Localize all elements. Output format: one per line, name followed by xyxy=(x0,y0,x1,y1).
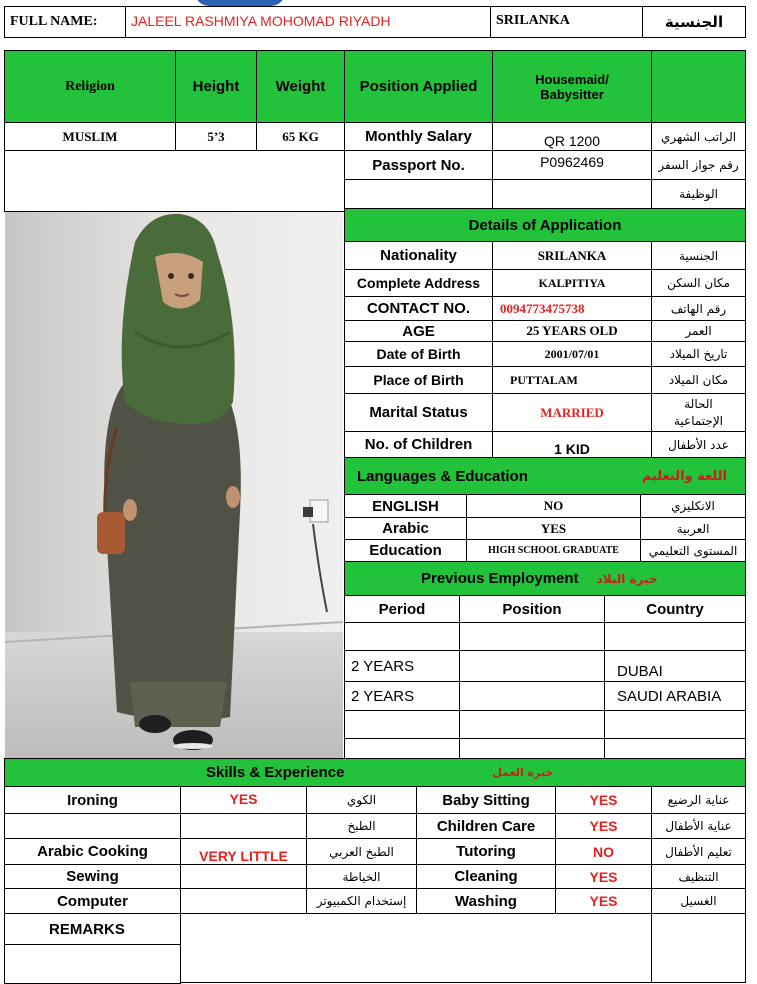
country-header xyxy=(604,595,746,623)
languages-header xyxy=(344,457,746,495)
languages-title: Languages & Education xyxy=(357,467,528,485)
skill-left-ar-0 xyxy=(306,786,417,814)
detail-ar-text-2: رقم الهاتف xyxy=(670,301,727,316)
employment-country-0 xyxy=(604,650,746,682)
passport-value: P0962469 xyxy=(540,154,604,170)
monthly-salary-ar: الراتب الشهري xyxy=(660,129,737,144)
position-applied-value: Housemaid/ Babysitter xyxy=(535,71,609,102)
skill-right-value-text-1: YES xyxy=(589,818,618,834)
language-ar-text-1: العربية xyxy=(676,521,710,536)
detail-value-text-2: 0094773475738 xyxy=(500,300,585,316)
skill-right-label-text-3: Cleaning xyxy=(454,868,518,885)
skill-left-ar-4 xyxy=(306,888,417,914)
employment-empty-period-b xyxy=(344,710,460,739)
header-nationality-ar-cell xyxy=(642,6,746,38)
full-name-cell xyxy=(125,6,491,38)
detail-label-2 xyxy=(344,296,493,321)
detail-value-1 xyxy=(492,269,652,297)
detail-label-text-4: Date of Birth xyxy=(376,346,461,362)
skill-right-label-text-0: Baby Sitting xyxy=(442,791,530,809)
detail-value-text-3: 25 YEARS OLD xyxy=(526,323,618,338)
skill-right-label-0 xyxy=(416,786,556,814)
detail-ar-text-1: مكان السكن xyxy=(667,276,730,290)
skill-left-value-text-2: VERY LITTLE xyxy=(199,848,288,864)
job-label-cell xyxy=(344,179,493,209)
detail-value-3 xyxy=(492,320,652,342)
language-label-text-1: Arabic xyxy=(382,520,429,537)
skill-right-ar-0 xyxy=(651,786,746,814)
detail-label-text-3: AGE xyxy=(402,322,435,340)
passport-label: Passport No. xyxy=(372,156,465,174)
passport-ar: رقم جواز السفر xyxy=(658,158,739,172)
skill-right-value-4 xyxy=(555,888,652,914)
full-name-label-cell xyxy=(4,6,126,38)
language-value-2 xyxy=(466,539,641,562)
period-header xyxy=(344,595,460,623)
position-header xyxy=(459,595,605,623)
skill-left-ar-text-1: الطبخ xyxy=(347,819,376,833)
skill-left-value-1 xyxy=(180,813,307,839)
monthly-salary-value: QR 1200 xyxy=(543,133,601,149)
position-applied-label: Position Applied xyxy=(359,78,478,95)
position-applied-ar-cell xyxy=(651,50,746,123)
remarks-label-cell xyxy=(4,913,181,945)
height-header-label: Height xyxy=(192,78,240,95)
detail-value-2 xyxy=(492,296,652,321)
employment-title: Previous Employment xyxy=(421,570,579,587)
employment-empty-country-c xyxy=(604,738,746,759)
skill-right-label-4 xyxy=(416,888,556,914)
language-ar-0 xyxy=(640,494,746,518)
detail-value-text-1: KALPITIYA xyxy=(538,275,606,290)
skill-right-ar-text-2: تعليم الأطفال xyxy=(665,844,732,859)
detail-ar-text-0: الجنسية xyxy=(678,248,719,263)
monthly-salary-cell xyxy=(492,122,652,151)
detail-label-text-7: No. of Children xyxy=(364,436,473,453)
job-ar: الوظيفة xyxy=(679,187,718,201)
header-nationality-cell xyxy=(490,6,643,38)
skill-left-label-text-0: Ironing xyxy=(67,791,118,809)
employment-empty-position-a xyxy=(459,622,605,651)
monthly-salary-label-cell xyxy=(344,122,493,151)
skill-right-value-3 xyxy=(555,864,652,889)
detail-ar-text-6: الحالة الإجتماعية xyxy=(673,396,724,428)
detail-value-text-0: SRILANKA xyxy=(537,247,607,263)
skill-left-ar-text-0: الكوي xyxy=(346,793,377,807)
skill-right-ar-1 xyxy=(651,813,746,839)
job-value-cell xyxy=(492,179,652,209)
skill-right-value-0 xyxy=(555,786,652,814)
full-name-value: JALEEL RASHMIYA MOHOMAD RIYADH xyxy=(131,13,391,29)
employment-title-ar: خبرة البلاد xyxy=(596,571,658,586)
skill-left-label-text-4: Computer xyxy=(57,892,128,910)
language-label-0 xyxy=(344,494,467,518)
employment-empty-country-b xyxy=(604,710,746,739)
skill-left-value-3 xyxy=(180,864,307,889)
skill-left-ar-text-4: إستخدام الكمبيوتر xyxy=(316,894,407,908)
skill-left-label-0 xyxy=(4,786,181,814)
photo-top-cell xyxy=(4,150,345,212)
skill-right-value-text-3: YES xyxy=(589,868,618,885)
employment-country-1 xyxy=(604,681,746,711)
skill-right-ar-text-0: عناية الرضيع xyxy=(667,793,730,807)
header-nationality: SRILANKA xyxy=(496,13,570,28)
height-value: 5’3 xyxy=(207,128,225,144)
job-ar-cell xyxy=(651,179,746,209)
skill-right-label-text-1: Children Care xyxy=(436,817,536,835)
skill-left-ar-1 xyxy=(306,813,417,839)
skill-left-value-2 xyxy=(180,838,307,865)
skill-left-value-4 xyxy=(180,888,307,914)
skill-right-value-1 xyxy=(555,813,652,839)
skill-right-label-text-2: Tutoring xyxy=(456,843,516,860)
detail-value-4 xyxy=(492,341,652,367)
detail-ar-3 xyxy=(651,320,746,342)
skill-right-label-3 xyxy=(416,864,556,889)
weight-value: 65 KG xyxy=(282,128,319,144)
skill-left-ar-text-3: الخياطة xyxy=(342,869,381,884)
detail-label-5 xyxy=(344,366,493,394)
language-value-text-1: YES xyxy=(540,520,567,536)
language-ar-2 xyxy=(640,539,746,562)
position-header-label: Position xyxy=(502,600,562,618)
remarks-ar-cell xyxy=(651,913,746,983)
skill-left-ar-3 xyxy=(306,864,417,889)
religion-header xyxy=(4,50,176,123)
weight-value-cell xyxy=(256,122,345,151)
detail-label-text-2: CONTACT NO. xyxy=(366,300,471,317)
detail-value-text-7: 1 KID xyxy=(554,441,590,457)
religion-value: MUSLIM xyxy=(62,128,118,144)
skill-left-label-1 xyxy=(4,813,181,839)
skill-right-ar-text-4: الغسيل xyxy=(680,894,717,908)
position-applied-header xyxy=(344,50,493,123)
passport-label-cell xyxy=(344,150,493,180)
skill-right-label-text-4: Washing xyxy=(455,892,517,910)
skill-right-value-text-4: YES xyxy=(589,893,618,909)
employment-empty-position-b xyxy=(459,710,605,739)
passport-ar-cell xyxy=(651,150,746,180)
detail-label-6 xyxy=(344,393,493,432)
skill-left-label-text-3: Sewing xyxy=(66,868,119,885)
employment-position-0 xyxy=(459,650,605,682)
employment-empty-period-c xyxy=(344,738,460,759)
weight-header-label: Weight xyxy=(275,78,326,95)
skill-right-ar-2 xyxy=(651,838,746,865)
language-label-1 xyxy=(344,517,467,540)
skills-title-ar: خبرة العمل xyxy=(492,766,554,779)
detail-label-7 xyxy=(344,431,493,458)
skill-left-label-4 xyxy=(4,888,181,914)
skill-left-ar-2 xyxy=(306,838,417,865)
skill-right-value-text-2: NO xyxy=(593,843,614,860)
skill-right-label-1 xyxy=(416,813,556,839)
weight-header xyxy=(256,50,345,123)
monthly-salary-label: Monthly Salary xyxy=(365,128,472,145)
employment-empty-period-a xyxy=(344,622,460,651)
remarks-value-cell xyxy=(180,913,652,983)
detail-label-3 xyxy=(344,320,493,342)
religion-value-cell xyxy=(4,122,176,151)
details-title: Details of Application xyxy=(468,216,622,234)
language-value-1 xyxy=(466,517,641,540)
language-ar-1 xyxy=(640,517,746,540)
remarks-extra-cell xyxy=(4,944,181,984)
detail-value-7 xyxy=(492,431,652,458)
languages-title-ar: اللغة والتعليم xyxy=(641,468,727,484)
detail-value-text-6: MARRIED xyxy=(540,404,604,420)
detail-label-text-5: Place of Birth xyxy=(373,372,464,388)
detail-ar-text-7: عدد الأطفال xyxy=(668,437,729,452)
detail-ar-1 xyxy=(651,269,746,297)
height-header xyxy=(175,50,257,123)
skill-right-label-2 xyxy=(416,838,556,865)
employment-period-text-1: 2 YEARS xyxy=(351,687,415,705)
language-ar-text-0: الانكليزي xyxy=(671,499,715,513)
detail-value-5 xyxy=(492,366,652,394)
employment-empty-position-c xyxy=(459,738,605,759)
remarks-label: REMARKS xyxy=(49,920,125,938)
detail-ar-0 xyxy=(651,241,746,270)
details-header xyxy=(344,208,746,242)
monthly-salary-ar-cell xyxy=(651,122,746,151)
detail-label-4 xyxy=(344,341,493,367)
skills-title: Skills & Experience xyxy=(206,764,345,781)
detail-ar-6 xyxy=(651,393,746,432)
skill-left-label-2 xyxy=(4,838,181,865)
skill-left-label-text-2: Arabic Cooking xyxy=(37,843,148,860)
detail-ar-text-4: تاريخ الميلاد xyxy=(669,347,728,361)
employment-empty-country-a xyxy=(604,622,746,651)
skill-right-ar-text-1: عناية الأطفال xyxy=(665,819,732,833)
skill-left-ar-text-2: الطبخ العربي xyxy=(329,844,394,859)
header-nationality-ar: الجنسية xyxy=(664,13,724,31)
skill-right-value-2 xyxy=(555,838,652,865)
language-label-text-2: Education xyxy=(369,542,442,559)
skill-right-value-text-0: YES xyxy=(589,792,618,808)
detail-ar-text-3: العمر xyxy=(685,324,712,338)
candidate-photo xyxy=(5,212,343,758)
language-ar-text-2: المستوى التعليمي xyxy=(648,543,738,558)
period-header-label: Period xyxy=(378,600,426,618)
employment-period-text-0: 2 YEARS xyxy=(351,657,415,675)
skill-right-ar-4 xyxy=(651,888,746,914)
detail-ar-4 xyxy=(651,341,746,367)
passport-cell xyxy=(492,150,652,180)
employment-country-text-1: SAUDI ARABIA xyxy=(617,687,722,705)
skill-left-label-3 xyxy=(4,864,181,889)
country-header-label: Country xyxy=(646,600,704,618)
detail-label-1 xyxy=(344,269,493,297)
skills-header xyxy=(4,758,746,787)
detail-value-text-5: PUTTALAM xyxy=(510,372,578,387)
skill-left-value-0 xyxy=(180,786,307,814)
language-value-0 xyxy=(466,494,641,518)
position-applied-value-cell xyxy=(492,50,652,123)
detail-label-text-0: Nationality xyxy=(380,247,457,264)
employment-country-text-0: DUBAI xyxy=(617,663,663,680)
detail-label-0 xyxy=(344,241,493,270)
detail-ar-5 xyxy=(651,366,746,394)
detail-ar-text-5: مكان الميلاد xyxy=(668,373,729,387)
employment-header xyxy=(344,561,746,596)
detail-ar-2 xyxy=(651,296,746,321)
skill-left-value-text-0: YES xyxy=(229,791,258,807)
language-label-2 xyxy=(344,539,467,562)
full-name-label: FULL NAME: xyxy=(10,14,98,29)
detail-label-text-6: Marital Status xyxy=(369,404,468,421)
language-value-text-2: HIGH SCHOOL GRADUATE xyxy=(488,545,619,556)
language-value-text-0: NO xyxy=(543,498,564,513)
detail-ar-7 xyxy=(651,431,746,458)
employment-period-0 xyxy=(344,650,460,682)
skill-right-ar-text-3: التنظيف xyxy=(678,869,719,884)
skill-right-ar-3 xyxy=(651,864,746,889)
detail-value-text-4: 2001/07/01 xyxy=(544,346,600,361)
detail-value-0 xyxy=(492,241,652,270)
religion-header-label: Religion xyxy=(65,78,115,94)
height-value-cell xyxy=(175,122,257,151)
employment-position-1 xyxy=(459,681,605,711)
language-label-text-0: ENGLISH xyxy=(372,497,439,515)
detail-label-text-1: Complete Address xyxy=(356,275,481,291)
employment-period-1 xyxy=(344,681,460,711)
detail-value-6 xyxy=(492,393,652,432)
candidate-photo-icon xyxy=(5,212,343,758)
